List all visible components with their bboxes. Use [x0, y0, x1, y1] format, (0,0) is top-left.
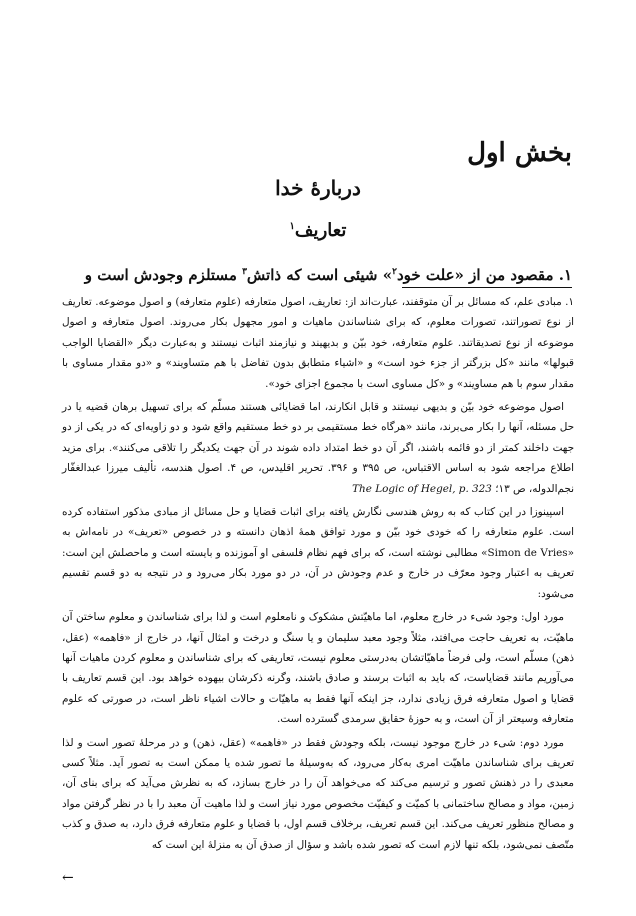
chapter-title: دربارۀ خدا: [275, 176, 361, 200]
footnote-paragraph-3: اسپینوزا در این کتاب که به روش هندسی نگارش یافته برای اثبات قضایا و حل مسائل از مبادی مذکور استفاده کرده است. علوم متعارفه را که خودی خود بیّن و مورد توافق همهٔ اذهان دانسته و در خصوص «تعریف» در نامه‌اش به «Simon de Vries» مطالبی نوشته است، که برای فهم نظام فلسفی او آموزنده و بایسته است و ماحصلش این است: تعریف به اعتبار وجود معرّف در خارج و عدم وجودش در آن، در دو مورد بکار می‌رود و در نتیجه به دو قسم تقسیم می‌شود:: [62, 506, 574, 600]
definition-1-part1: ۱. مقصود من از «علت خود: [396, 266, 572, 284]
definition-1-part2: » شیئی است که ذاتش: [246, 266, 393, 284]
continuation-arrow-icon: ←: [62, 870, 74, 886]
footnote-ref-2: ۲: [392, 267, 397, 277]
part-title: بخش اول: [467, 138, 572, 168]
hegel-reference: The Logic of Hegel, p. 323: [352, 482, 492, 495]
footnote-paragraph-2: [62, 397, 574, 499]
section-title: [0, 220, 636, 241]
definition-1-part3: مستلزم وجودش است و: [84, 266, 243, 284]
footnote-paragraph-1: ۱. مبادی علم، که مسائل بر آن متوقفند، عبارت‌اند از: تعاریف، اصول متعارفه (علوم متعارفه) و اصول موضوعه. تعاریف از نوع تصوراتند، تصورات معلوم، که برای شناساندن ماهیات و امور مجهول بکار می‌روند. اصول متعارفه و اصول موضوعه از نوع تصدیقاتند. علوم متعارفه، خود بیّن و بدیهیند و نیازمند اثبات نیستند و به‌عبارت دیگر «القضایا الواجب قبولها» مانند «کل بزرگتر از جزء خود است» و «اشیاء متطابق بدون تفاضل با هم متساویند» و «دو مقدار مساوی با مقدار سوم با هم مساویند» و «کل مساوی است با مجموع اجزای خود».: [62, 296, 574, 390]
footnote-paragraph-5: مورد دوم: شیء در خارج موجود نیست، بلکه وجودش فقط در «فاهمه» (عقل، ذهن) و در مرحلهٔ تصور است و لذا تعریف برای شناساندن ماهیّت امری به‌کار می‌رود، که به‌وسیلهٔ ما تصور شده یا ممکن است به تصور آید. مثلاً کسی معبدی را در ذهنش تصور و ترسیم می‌کند که می‌خواهد آن را در خارج بسازد، که به نظرش می‌آید که برای بنای آن، زمین، مواد و مصالح ساختمانی با کمیّت و کیفیّت مخصوص مورد نیاز است و لذا ماهیت آن معبد را با در نظر گرفتن مواد و مصالح منظور تعریف می‌کند. این قسم تعریف، برخلاف قسم اول، با قضایا و علوم متعارفه فرق دارد، به صدق و کذب متّصف نمی‌شود، بلکه تنها لازم است که تصور شده باشد و سؤال از صدق آن به منزلهٔ این است که: [62, 736, 574, 851]
footnote-paragraph-4: مورد اول: وجود شیء در خارج معلوم، اما ماهیّتش مشکوک و نامعلوم است و لذا برای شناساندن و معلوم ساختن آن ماهیّت، به تعریف حاجت می‌افتد، مثلاً وجود معبد سلیمان و یا سنگ و درخت و امثال آنها، در خارج از «فاهمه» (عقل، ذهن) مسلّم است، ولی فرضاً ماهیّاتشان به‌درستی معلوم نیست، تعاریفی که برای شناساندن و معلوم کردن ماهیات آنها می‌آوریم مانند قضایاست، که باید به اثبات برسند و صادق باشند، وگرنه ذکرشان بیهوده خواهد بود. این قسم تعاریف با قضایا و اصول متعارفه فرق زیادی ندارد، جز اینکه آنها فقط به ماهیّات و حالات اشیاء ناظر است، در صورتی که علوم متعارفه وسیعتر از آن است، و به حوزهٔ حقایق سرمدی گسترده است.: [62, 611, 574, 726]
footnotes-section: [62, 292, 574, 858]
section-title-text: تعاریف: [294, 220, 347, 241]
footnote-paragraph-2-text: اصول موضوعه خود بیّن و بدیهی نیستند و قابل انکارند، اما قضایائی هستند مسلّم که برای تسهیل برهان قضیه یا در حل مسئله، آنها را بکار می‌برند، مانند «هرگاه خط مستقیمی بر دو خط مستقیم واقع شود و دو زاویه‌ای که در یکی از دو جهت داخلند کمتر از دو قائمه باشند، اگر آن دو خط امتداد داده شوند در آن جهت یکدیگر را تلاقی می‌کنند». برای مزید اطلاع مراجعه شود به اساس الاقتباس، ص ۳۹۵ و ۳۹۶. تحریر اقلیدس، ص ۴. اصول هندسه، تألیف میرزا عبدالغفّار نجم‌الدوله، ص ۱۳؛: [62, 401, 574, 495]
footnote-divider: [402, 287, 572, 288]
footnote-ref-3: ۳: [242, 267, 247, 277]
definition-1: [64, 260, 572, 287]
footnote-ref-1: ۱: [289, 221, 295, 232]
